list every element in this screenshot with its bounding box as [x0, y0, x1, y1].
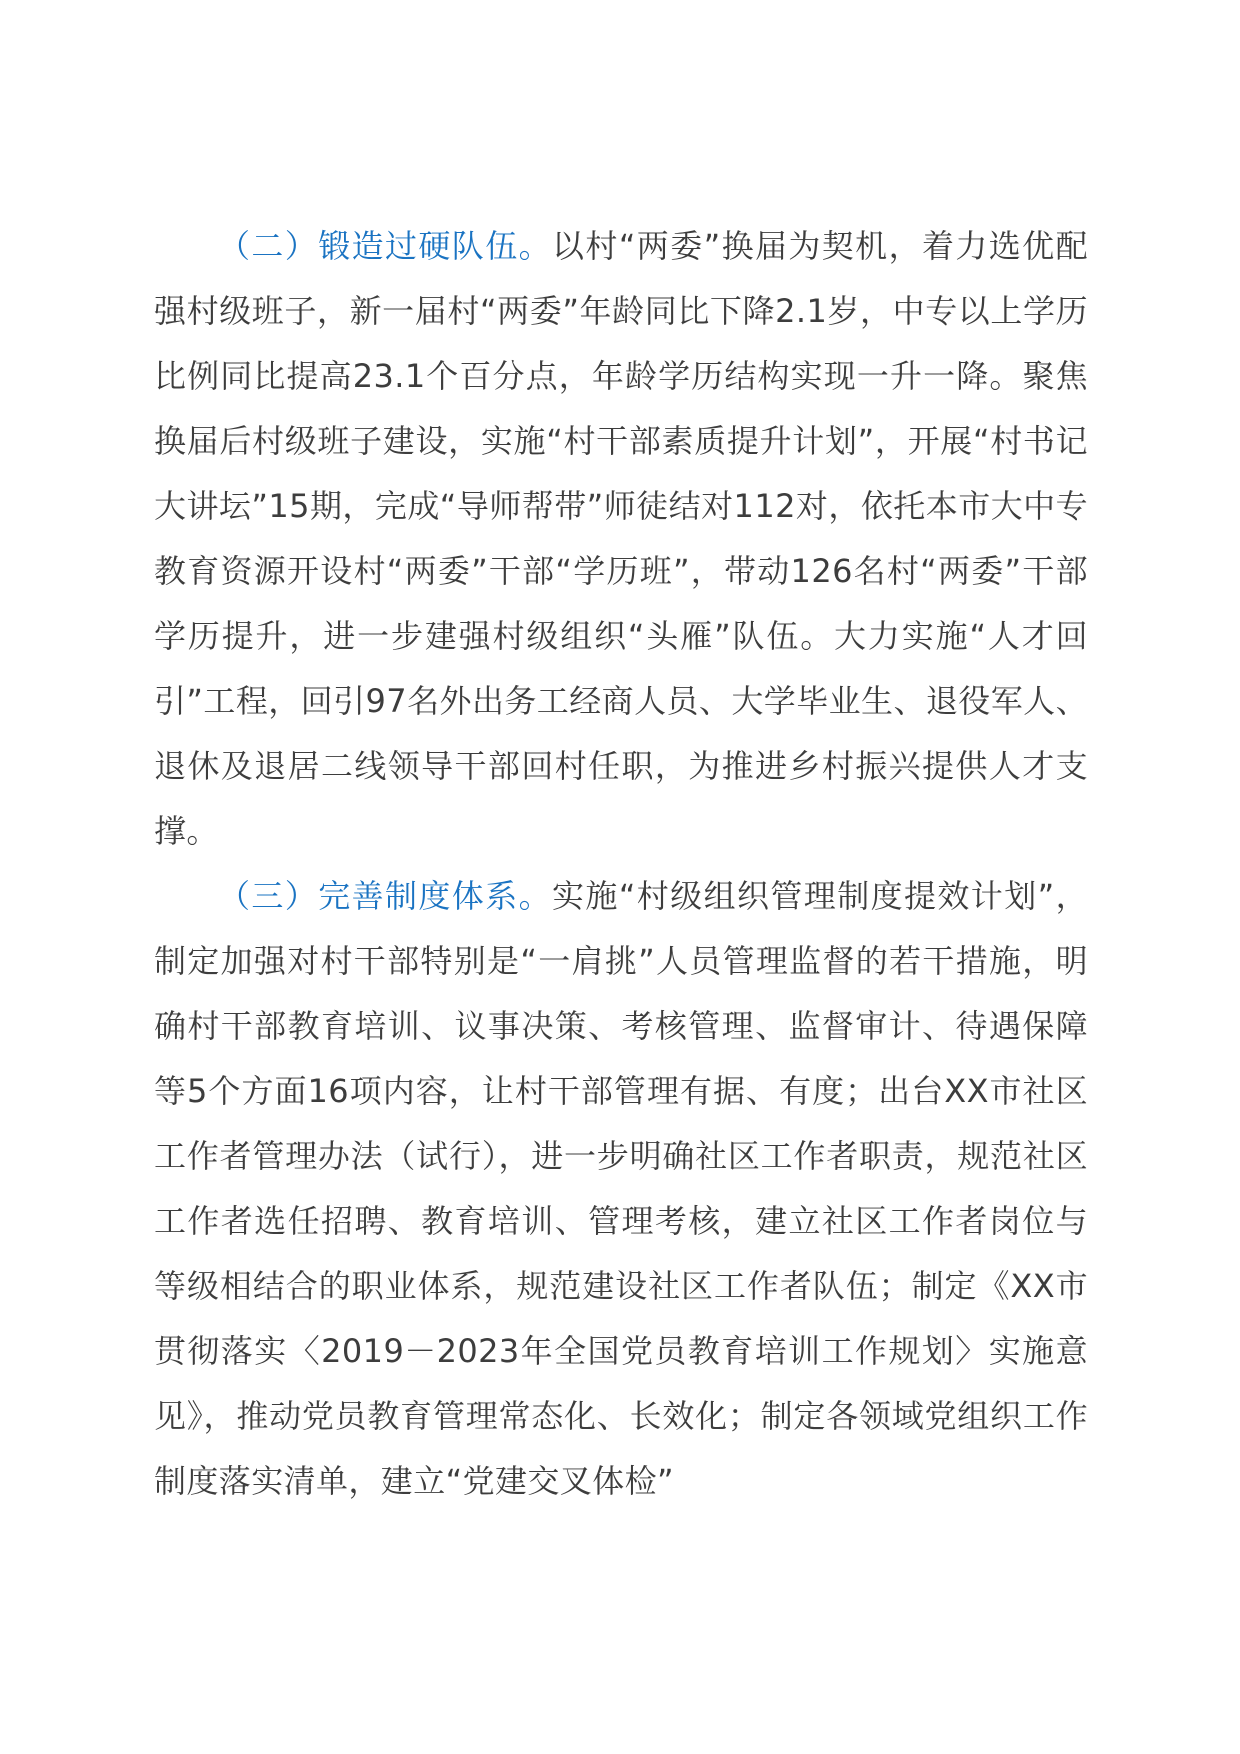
paragraph-team-building	[154, 214, 1088, 864]
paragraph-system-improvement	[154, 864, 1088, 1514]
paragraph-text: 实施“村级组织管理制度提效计划”，制定加强对村干部特别是“一肩挑”人员管理监督的若干措施，明确村干部教育培训、议事决策、考核管理、监督审计、待遇保障等5个方面16项内容，让村干部管理有据、有度；出台XX市社区工作者管理办法（试行），进一步明确社区工作者职责，规范社区工作者选任招聘、教育培训、管理考核，建立社区工作者岗位与等级相结合的职业体系，规范建设社区工作者队伍；制定《XX市贯彻落实〈2019－2023年全国党员教育培训工作规划〉实施意见》，推动党员教育管理常态化、长效化；制定各领域党组织工作制度落实清单，建立“党建交叉体检”	[154, 877, 1088, 1500]
section-heading-three: （三）完善制度体系。	[218, 877, 553, 915]
paragraph-text: 以村“两委”换届为契机，着力选优配强村级班子，新一届村“两委”年龄同比下降2.1岁，中专以上学历比例同比提高23.1个百分点，年龄学历结构实现一升一降。聚焦换届后村级班子建设，实施“村干部素质提升计划”，开展“村书记大讲坛”15期，完成“导师帮带”师徒结对112对，依托本市大中专教育资源开设村“两委”干部“学历班”，带动126名村“两委”干部学历提升，进一步建强村级组织“头雁”队伍。大力实施“人才回引”工程，回引97名外出务工经商人员、大学毕业生、退役军人、退休及退居二线领导干部回村任职，为推进乡村振兴提供人才支撑。	[154, 227, 1088, 850]
document-body	[154, 214, 1088, 1514]
section-heading-two: （二）锻造过硬队伍。	[218, 227, 553, 265]
